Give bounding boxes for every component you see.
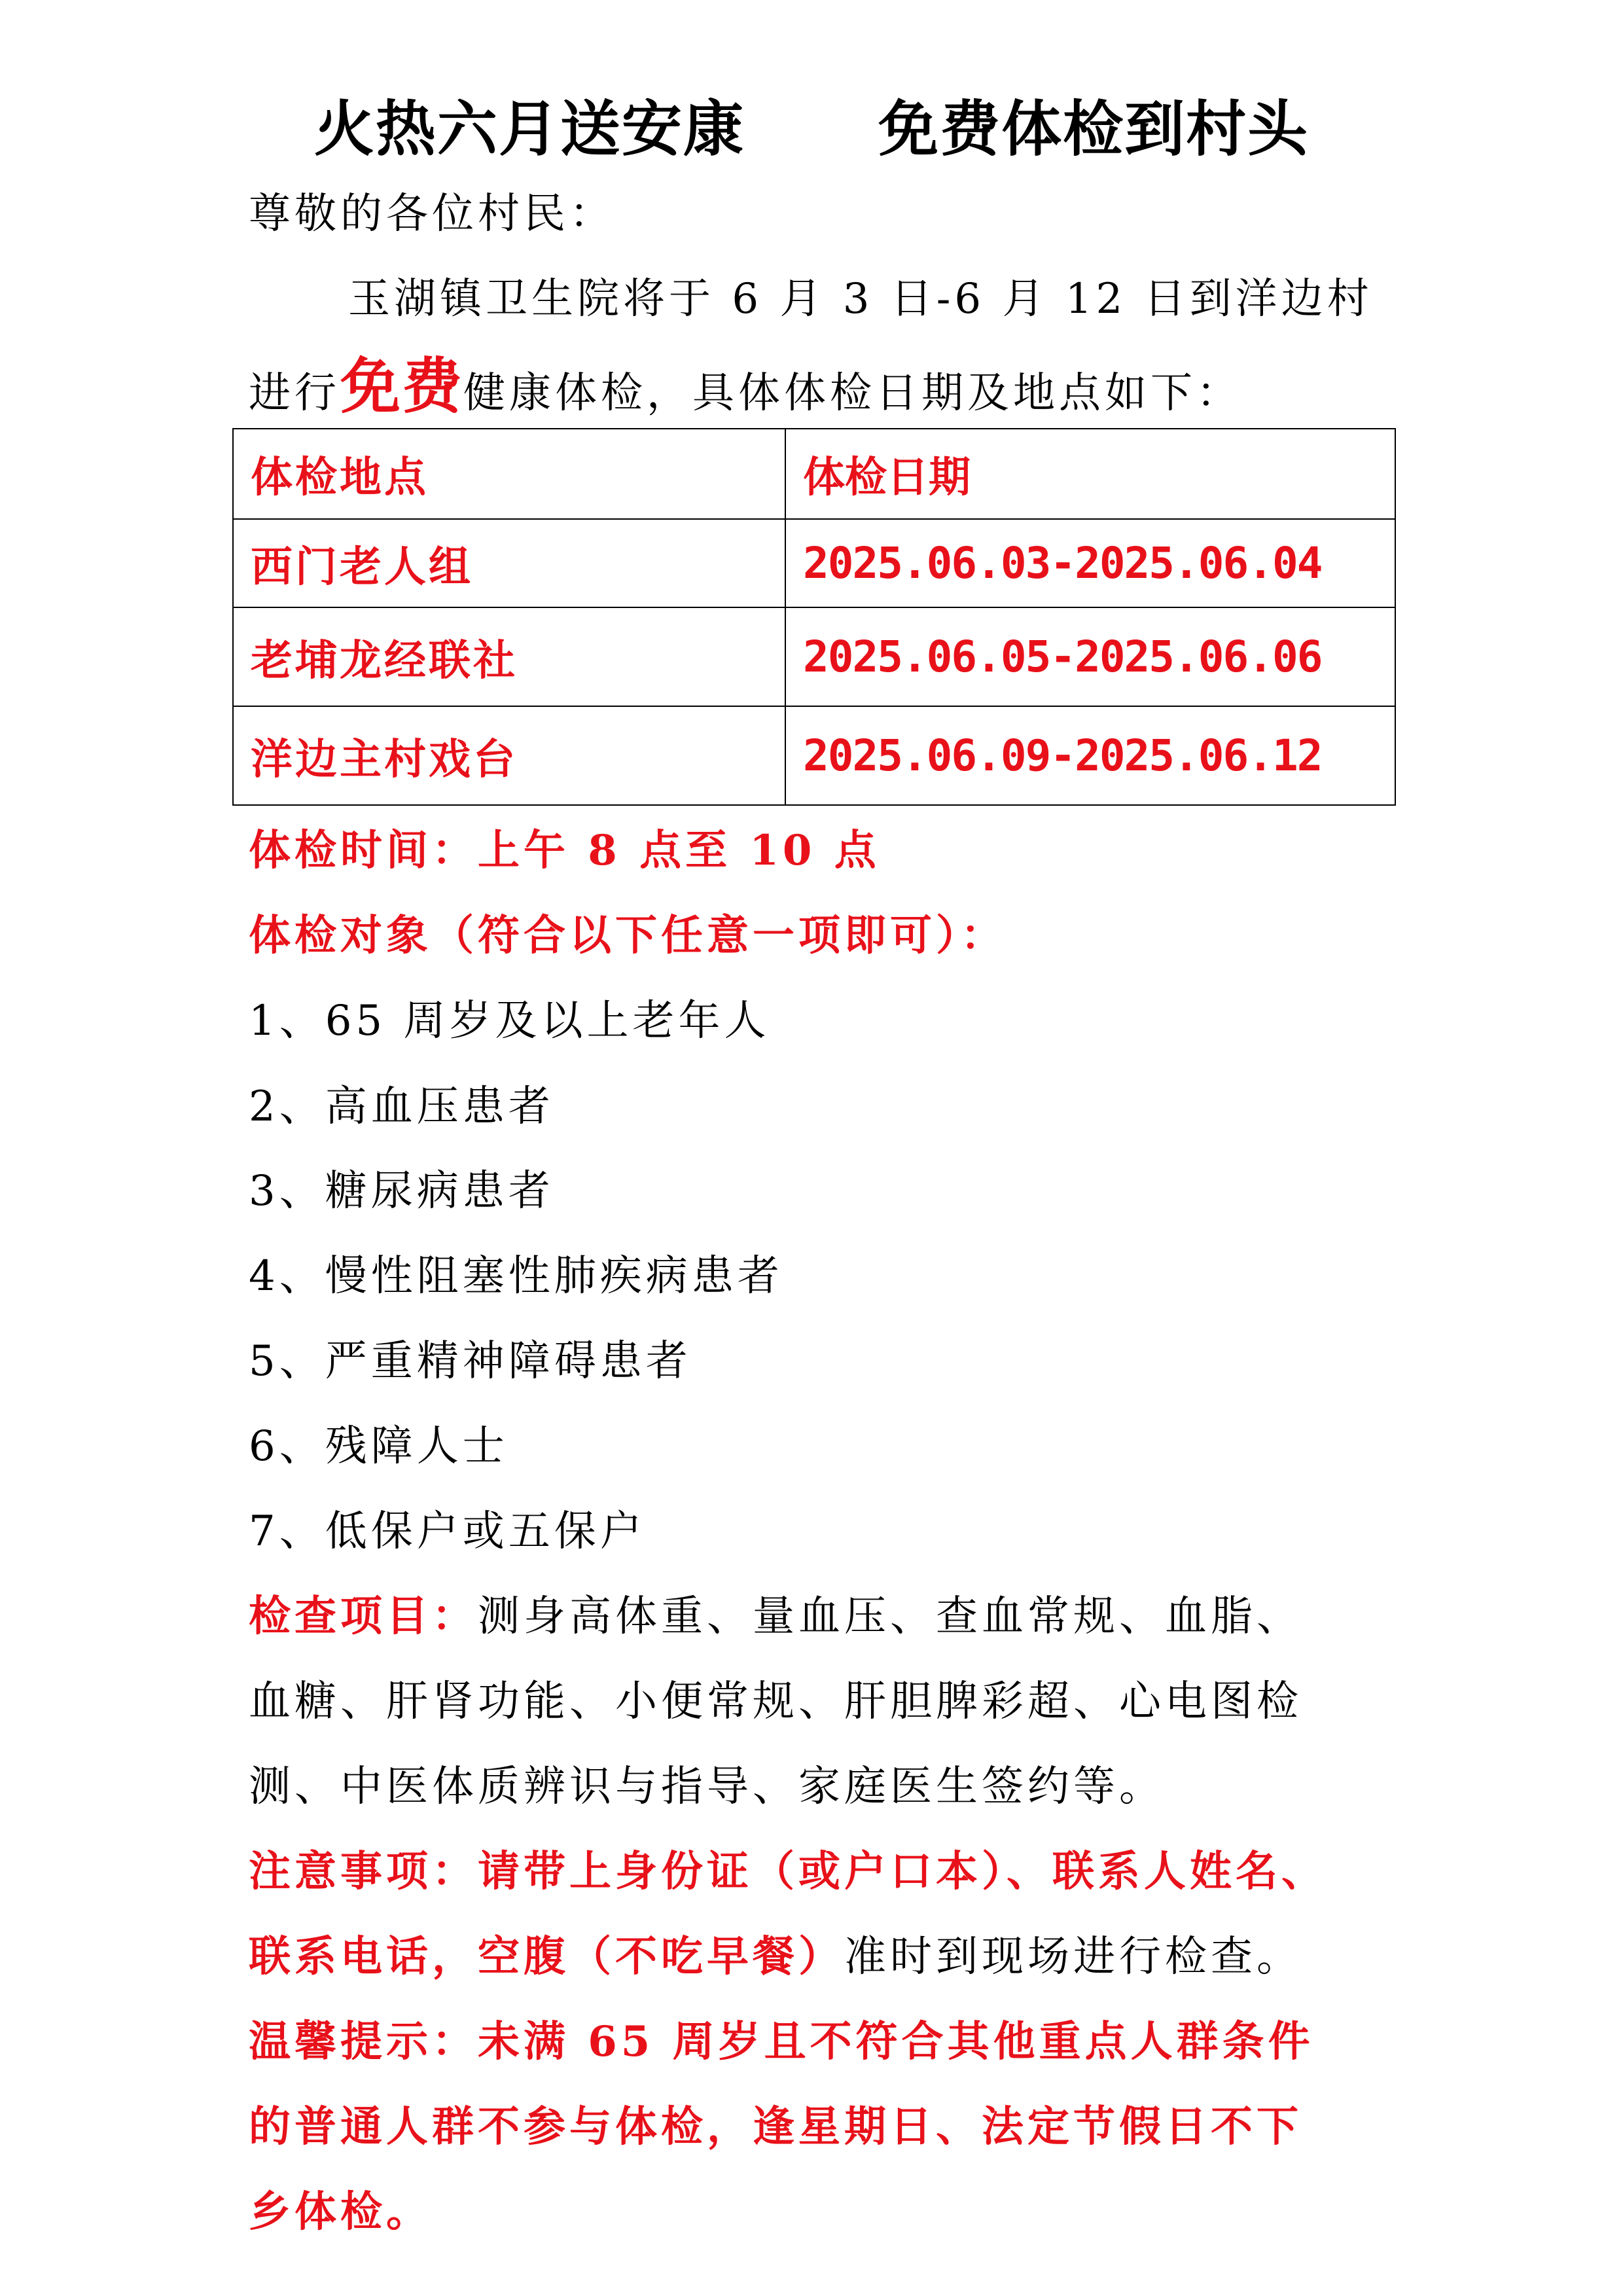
intro-line-1: 玉湖镇卫生院将于 6 月 3 日-6 月 12 日到洋边村 <box>348 275 1373 323</box>
table-row <box>233 706 1395 805</box>
check-items-line-2: 血糖、肝肾功能、小便常规、肝胆脾彩超、心电图检 <box>249 1677 1302 1726</box>
notice-line-2: 联系电话，空腹（不吃早餐）准时到现场进行检查。 <box>249 1932 1302 1981</box>
intro-suffix: 健康体检，具体体检日期及地点如下： <box>463 369 1243 418</box>
list-item: 7、低保户或五保户 <box>249 1507 646 1556</box>
exam-time: 体检时间：上午 8 点至 10 点 <box>249 826 880 875</box>
list-item: 6、残障人士 <box>249 1422 508 1471</box>
list-item: 3、糖尿病患者 <box>249 1167 554 1215</box>
tip-line-3: 乡体检。 <box>249 2187 432 2236</box>
table-row <box>233 519 1395 607</box>
list-item: 2、高血压患者 <box>249 1083 554 1131</box>
check-items-line-3: 测、中医体质辨识与指导、家庭医生签约等。 <box>249 1763 1165 1811</box>
date-cell: 2025.06.03-2025.06.04 <box>785 519 1395 607</box>
notice-line-1: 注意事项：请带上身份证（或户口本）、联系人姓名、 <box>249 1847 1327 1896</box>
list-item: 1、65 周岁及以上老年人 <box>249 997 770 1045</box>
header-date: 体检日期 <box>785 429 1395 519</box>
intro-prefix: 进行 <box>249 369 340 418</box>
check-items-label: 检查项目： <box>249 1592 478 1641</box>
date-cell: 2025.06.09-2025.06.12 <box>785 706 1395 805</box>
date-cell: 2025.06.05-2025.06.06 <box>785 607 1395 706</box>
table-row <box>233 607 1395 706</box>
place-cell: 洋边主村戏台 <box>233 706 785 805</box>
tip-line-2: 的普通人群不参与体检，逢星期日、法定节假日不下 <box>249 2102 1302 2151</box>
greeting: 尊敬的各位村民： <box>249 190 615 238</box>
list-item: 5、严重精神障碍患者 <box>249 1337 692 1386</box>
schedule-table <box>232 428 1396 806</box>
list-item: 4、慢性阻塞性肺疾病患者 <box>249 1252 783 1300</box>
header-place: 体检地点 <box>233 429 785 519</box>
target-title: 体检对象（符合以下任意一项即可）： <box>249 911 1007 960</box>
tip-line-1: 温馨提示：未满 65 周岁且不符合其他重点人群条件 <box>249 2017 1314 2066</box>
intro-line-2 <box>249 351 1243 423</box>
check-items-line-1: 检查项目：测身高体重、量血压、查血常规、血脂、 <box>249 1592 1302 1641</box>
place-cell: 老埔龙经联社 <box>233 607 785 706</box>
free-highlight: 免费 <box>340 351 464 422</box>
page-title: 火热六月送安康 免费体检到村头 <box>313 94 1310 164</box>
table-header-row <box>233 429 1395 519</box>
place-cell: 西门老人组 <box>233 519 785 607</box>
